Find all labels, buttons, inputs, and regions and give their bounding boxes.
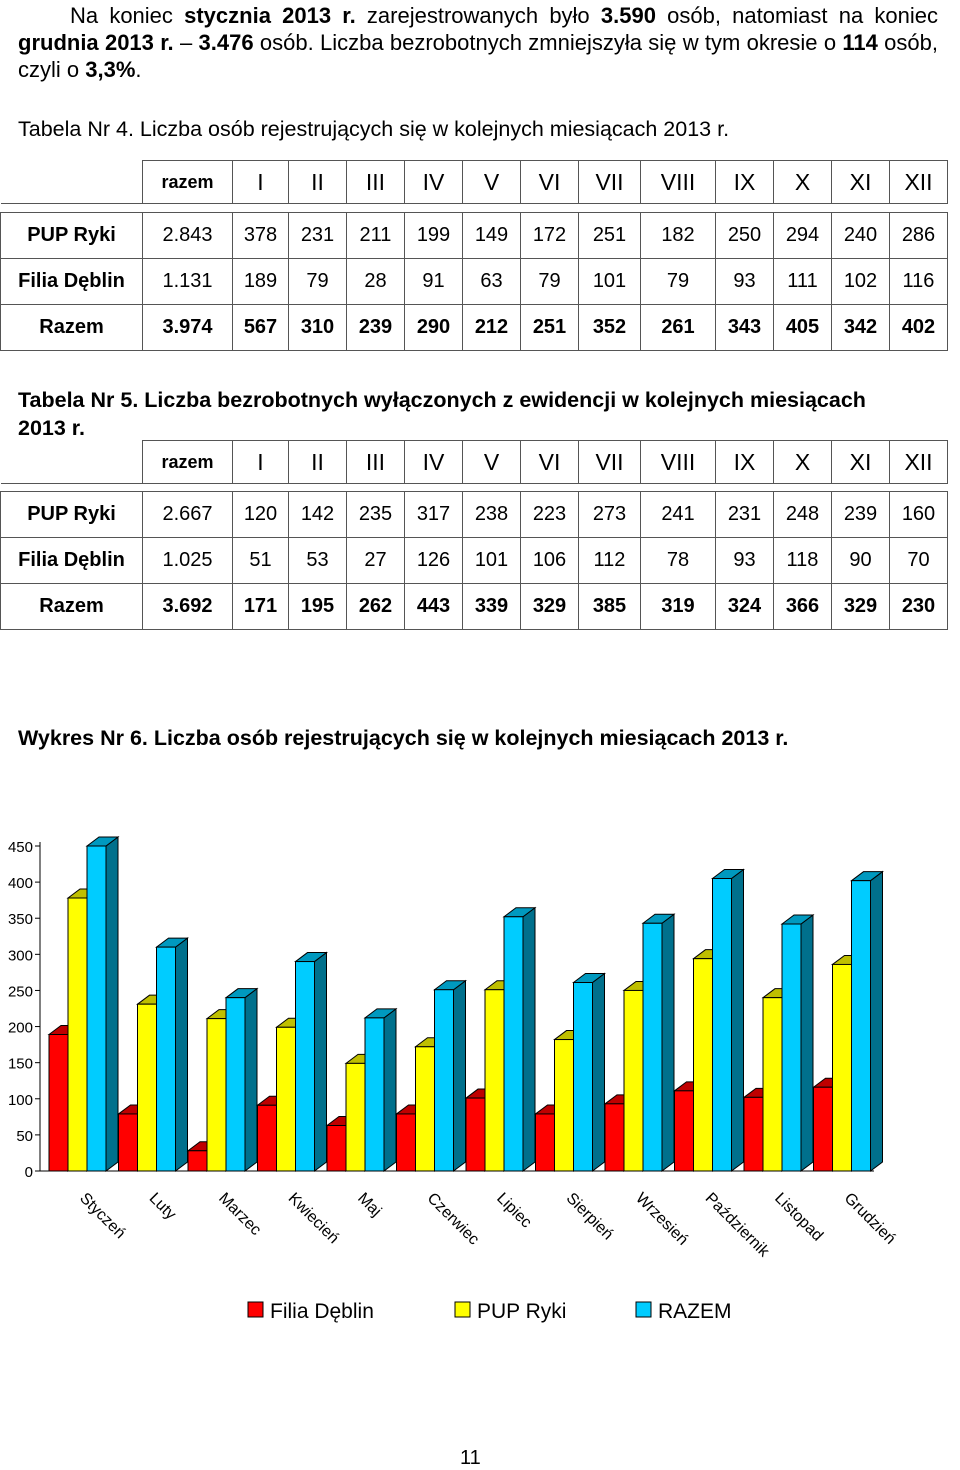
- table-cell: 120: [233, 492, 289, 538]
- bar-front: [365, 1018, 384, 1171]
- table4-row-filia-deblin: [1, 259, 948, 305]
- table-cell: 149: [463, 213, 521, 259]
- intro-text: Na koniec stycznia 2013 r. zarejestrowanych było 3.590 osób, natomiast na koniec grudnia 2013 r. – 3.476 osób. Liczba bezrobotnych zmniejszyła się w tym okresie o 114 osób, czyli o 3,3%.: [18, 3, 938, 82]
- bar-razem: [87, 837, 118, 1171]
- bar-front: [226, 998, 245, 1171]
- bar-razem: [574, 974, 605, 1172]
- table4-header-month: VIII: [641, 161, 716, 204]
- bar-front: [296, 962, 315, 1171]
- legend-swatch: [636, 1302, 651, 1317]
- x-tick-label: Lipiec: [493, 1189, 535, 1232]
- table4-row-razem: [1, 305, 948, 351]
- bar-side: [662, 914, 674, 1171]
- bar-side: [732, 870, 744, 1172]
- table-cell: 70: [890, 538, 948, 584]
- bar-side: [871, 872, 883, 1171]
- bar-razem: [504, 908, 535, 1171]
- table-cell: 79: [521, 259, 579, 305]
- x-tick-label: Listopad: [771, 1189, 826, 1245]
- table-cell: 250: [716, 213, 774, 259]
- table-cell: 91: [405, 259, 463, 305]
- table5-header-month: III: [347, 441, 405, 484]
- table-cell: 78: [641, 538, 716, 584]
- table-cell: 378: [233, 213, 289, 259]
- bar-front: [416, 1047, 435, 1171]
- bar-front: [624, 990, 643, 1171]
- table-cell: 79: [289, 259, 347, 305]
- table-cell: 339: [463, 584, 521, 630]
- table-cell: 106: [521, 538, 579, 584]
- table-cell: 3.692: [143, 584, 233, 630]
- table-cell: 93: [716, 259, 774, 305]
- bar-front: [466, 1098, 485, 1171]
- table-cell: 223: [521, 492, 579, 538]
- bar-front: [833, 964, 852, 1171]
- table-cell: 240: [832, 213, 890, 259]
- x-tick-label: Marzec: [215, 1189, 265, 1239]
- bar-side: [106, 837, 118, 1171]
- table-cell: 352: [579, 305, 641, 351]
- bar-front: [68, 898, 87, 1171]
- table4: [0, 160, 948, 351]
- table4-row-label: PUP Ryki: [1, 213, 143, 259]
- table4-caption: [18, 117, 729, 142]
- bar-front: [782, 924, 801, 1171]
- table-cell: 251: [579, 213, 641, 259]
- table5-corner-cell: [1, 441, 143, 484]
- table-cell: 101: [579, 259, 641, 305]
- table-cell: 212: [463, 305, 521, 351]
- legend-swatch: [455, 1302, 470, 1317]
- table-cell: 241: [641, 492, 716, 538]
- table5-header-month: IX: [716, 441, 774, 484]
- bar-front: [643, 923, 662, 1171]
- y-tick-label: 300: [7, 947, 33, 965]
- table4-header-month: III: [347, 161, 405, 204]
- table-cell: 402: [890, 305, 948, 351]
- y-tick-label: 400: [7, 875, 33, 893]
- table4-header-month: II: [289, 161, 347, 204]
- bar-front: [157, 947, 176, 1171]
- table-cell: 118: [774, 538, 832, 584]
- bar-razem: [157, 938, 188, 1171]
- legend-swatch: [248, 1302, 263, 1317]
- bar-front: [555, 1040, 574, 1171]
- table5-header-month: VI: [521, 441, 579, 484]
- bar-front: [435, 990, 454, 1171]
- bar-front: [397, 1114, 416, 1171]
- x-tick-label: Sierpień: [562, 1189, 617, 1244]
- table4-header-month: XI: [832, 161, 890, 204]
- table5-header-month: VIII: [641, 441, 716, 484]
- table-cell: 231: [289, 213, 347, 259]
- table-cell: 239: [832, 492, 890, 538]
- bar-front: [207, 1019, 226, 1171]
- bar-front: [504, 917, 523, 1171]
- table4-header-month: I: [233, 161, 289, 204]
- table-cell: 189: [233, 259, 289, 305]
- table4-header-razem: razem: [143, 161, 233, 204]
- table-cell: 53: [289, 538, 347, 584]
- bar-razem: [226, 989, 257, 1171]
- table4-header-month: X: [774, 161, 832, 204]
- table4-header-month: VI: [521, 161, 579, 204]
- bar-front: [258, 1105, 277, 1171]
- bar-razem: [852, 872, 883, 1171]
- table-cell: 1.025: [143, 538, 233, 584]
- bar-side: [315, 953, 327, 1171]
- table-cell: 51: [233, 538, 289, 584]
- intro-paragraph: [18, 2, 938, 83]
- bar-front: [574, 983, 593, 1172]
- table-cell: 112: [579, 538, 641, 584]
- bar-side: [245, 989, 257, 1171]
- bar-side: [176, 938, 188, 1171]
- table-cell: 116: [890, 259, 948, 305]
- y-tick-label: 250: [7, 983, 33, 1001]
- table-cell: 3.974: [143, 305, 233, 351]
- bar-side: [593, 974, 605, 1172]
- bar-front: [763, 998, 782, 1171]
- table-cell: 172: [521, 213, 579, 259]
- table5-header-month: VII: [579, 441, 641, 484]
- table-cell: 171: [233, 584, 289, 630]
- y-tick-label: 350: [7, 911, 33, 929]
- table-cell: 248: [774, 492, 832, 538]
- table-cell: 405: [774, 305, 832, 351]
- table5: [0, 440, 948, 630]
- table4-header-month: XII: [890, 161, 948, 204]
- y-tick-label: 100: [7, 1091, 33, 1109]
- table-cell: 261: [641, 305, 716, 351]
- table4-header-row: [1, 161, 948, 204]
- bar-front: [852, 881, 871, 1171]
- table-cell: 211: [347, 213, 405, 259]
- table-cell: 310: [289, 305, 347, 351]
- table-cell: 230: [890, 584, 948, 630]
- table-cell: 2.667: [143, 492, 233, 538]
- bar-front: [694, 959, 713, 1171]
- table5-row-label: PUP Ryki: [1, 492, 143, 538]
- bar-front: [485, 990, 504, 1171]
- table-cell: 385: [579, 584, 641, 630]
- table-cell: 2.843: [143, 213, 233, 259]
- table4-row-label: Filia Dęblin: [1, 259, 143, 305]
- chart-caption: [18, 726, 788, 751]
- bar-front: [536, 1114, 555, 1171]
- legend-label: PUP Ryki: [477, 1300, 567, 1323]
- bar-side: [454, 981, 466, 1171]
- table-cell: 182: [641, 213, 716, 259]
- table4-header-month: V: [463, 161, 521, 204]
- table5-caption-line2: 2013 r.: [18, 416, 85, 440]
- table5-row-filia-deblin: [1, 538, 948, 584]
- table-cell: 567: [233, 305, 289, 351]
- chart-caption-text: Wykres Nr 6. Liczba osób rejestrujących się w kolejnych miesiącach 2013 r.: [18, 726, 789, 750]
- x-tick-label: Grudzień: [840, 1189, 899, 1248]
- bar-front: [713, 879, 732, 1172]
- table-cell: 126: [405, 538, 463, 584]
- table-cell: 251: [521, 305, 579, 351]
- table-cell: 324: [716, 584, 774, 630]
- bar-front: [605, 1104, 624, 1171]
- y-tick-label: 150: [7, 1055, 33, 1073]
- table-cell: 290: [405, 305, 463, 351]
- table-cell: 319: [641, 584, 716, 630]
- bar-front: [87, 846, 106, 1171]
- table5-header-month: XI: [832, 441, 890, 484]
- table-cell: 329: [521, 584, 579, 630]
- bar-front: [138, 1004, 157, 1171]
- bar-razem: [435, 981, 466, 1171]
- y-tick-label: 0: [24, 1164, 33, 1181]
- x-tick-label: Czerwiec: [423, 1189, 483, 1249]
- table5-header-month: V: [463, 441, 521, 484]
- table-cell: 366: [774, 584, 832, 630]
- table4-caption-prefix: Tabela Nr 4.: [18, 117, 134, 141]
- table5-caption: [18, 386, 866, 442]
- bar-front: [188, 1151, 207, 1171]
- table-cell: 342: [832, 305, 890, 351]
- page-number: 11: [460, 1447, 481, 1469]
- table-cell: 1.131: [143, 259, 233, 305]
- table-cell: 443: [405, 584, 463, 630]
- bar-razem: [365, 1009, 396, 1171]
- y-tick-label: 450: [7, 839, 33, 856]
- table5-header-month: II: [289, 441, 347, 484]
- bar-front: [675, 1091, 694, 1171]
- table4-header-month: IX: [716, 161, 774, 204]
- x-tick-label: Luty: [145, 1189, 180, 1224]
- table5-header-month: XII: [890, 441, 948, 484]
- table-cell: 343: [716, 305, 774, 351]
- table-cell: 142: [289, 492, 347, 538]
- bar-front: [327, 1126, 346, 1172]
- table4-caption-text: Liczba osób rejestrujących się w kolejnych miesiącach 2013 r.: [139, 117, 730, 141]
- table-cell: 317: [405, 492, 463, 538]
- table-cell: 101: [463, 538, 521, 584]
- table5-row-pup-ryki: [1, 492, 948, 538]
- table-cell: 239: [347, 305, 405, 351]
- bar-front: [346, 1063, 365, 1171]
- bar-side: [384, 1009, 396, 1171]
- legend-label: RAZEM: [658, 1300, 732, 1323]
- table4-row-pup-ryki: [1, 213, 948, 259]
- table-cell: 90: [832, 538, 890, 584]
- table-cell: 329: [832, 584, 890, 630]
- x-tick-label: Październik: [701, 1189, 773, 1261]
- table-cell: 286: [890, 213, 948, 259]
- table5-row-label: Razem: [1, 584, 143, 630]
- x-tick-label: Styczeń: [76, 1189, 129, 1243]
- table-cell: 199: [405, 213, 463, 259]
- table-cell: 195: [289, 584, 347, 630]
- table-cell: 231: [716, 492, 774, 538]
- table-cell: 294: [774, 213, 832, 259]
- bar-side: [801, 915, 813, 1171]
- bar-front: [119, 1114, 138, 1171]
- table5-row-label: Filia Dęblin: [1, 538, 143, 584]
- table4-header-month: IV: [405, 161, 463, 204]
- table5-caption-line1: Tabela Nr 5. Liczba bezrobotnych wyłączonych z ewidencji w kolejnych miesiącach: [18, 388, 866, 412]
- x-tick-label: Kwiecień: [284, 1189, 342, 1248]
- table-cell: 238: [463, 492, 521, 538]
- table5-header-razem: razem: [143, 441, 233, 484]
- table5-header-month: IV: [405, 441, 463, 484]
- table-cell: 79: [641, 259, 716, 305]
- table-cell: 262: [347, 584, 405, 630]
- y-tick-label: 200: [7, 1019, 33, 1037]
- table5-header-month: X: [774, 441, 832, 484]
- bar-front: [814, 1087, 833, 1171]
- table-cell: 27: [347, 538, 405, 584]
- table4-corner-cell: [1, 161, 143, 204]
- bar-front: [744, 1097, 763, 1171]
- bar-razem: [643, 914, 674, 1171]
- bar-side: [523, 908, 535, 1171]
- legend-label: Filia Dęblin: [270, 1300, 374, 1323]
- bar-front: [277, 1027, 296, 1171]
- bar-razem: [713, 870, 744, 1172]
- table4-header-month: VII: [579, 161, 641, 204]
- table-cell: 235: [347, 492, 405, 538]
- table-cell: 111: [774, 259, 832, 305]
- x-tick-label: Wrzesień: [632, 1189, 692, 1249]
- table-cell: 28: [347, 259, 405, 305]
- table-cell: 273: [579, 492, 641, 538]
- bar-razem: [296, 953, 327, 1171]
- bar-front: [49, 1035, 68, 1172]
- table5-header-month: I: [233, 441, 289, 484]
- y-tick-label: 50: [16, 1127, 33, 1145]
- table-cell: 63: [463, 259, 521, 305]
- bar-razem: [782, 915, 813, 1171]
- table-cell: 102: [832, 259, 890, 305]
- table5-header-row: [1, 441, 948, 484]
- x-tick-label: Maj: [354, 1189, 385, 1221]
- table5-row-razem: [1, 584, 948, 630]
- bar-chart: [0, 825, 960, 1345]
- table-cell: 93: [716, 538, 774, 584]
- table4-row-label: Razem: [1, 305, 143, 351]
- table-cell: 160: [890, 492, 948, 538]
